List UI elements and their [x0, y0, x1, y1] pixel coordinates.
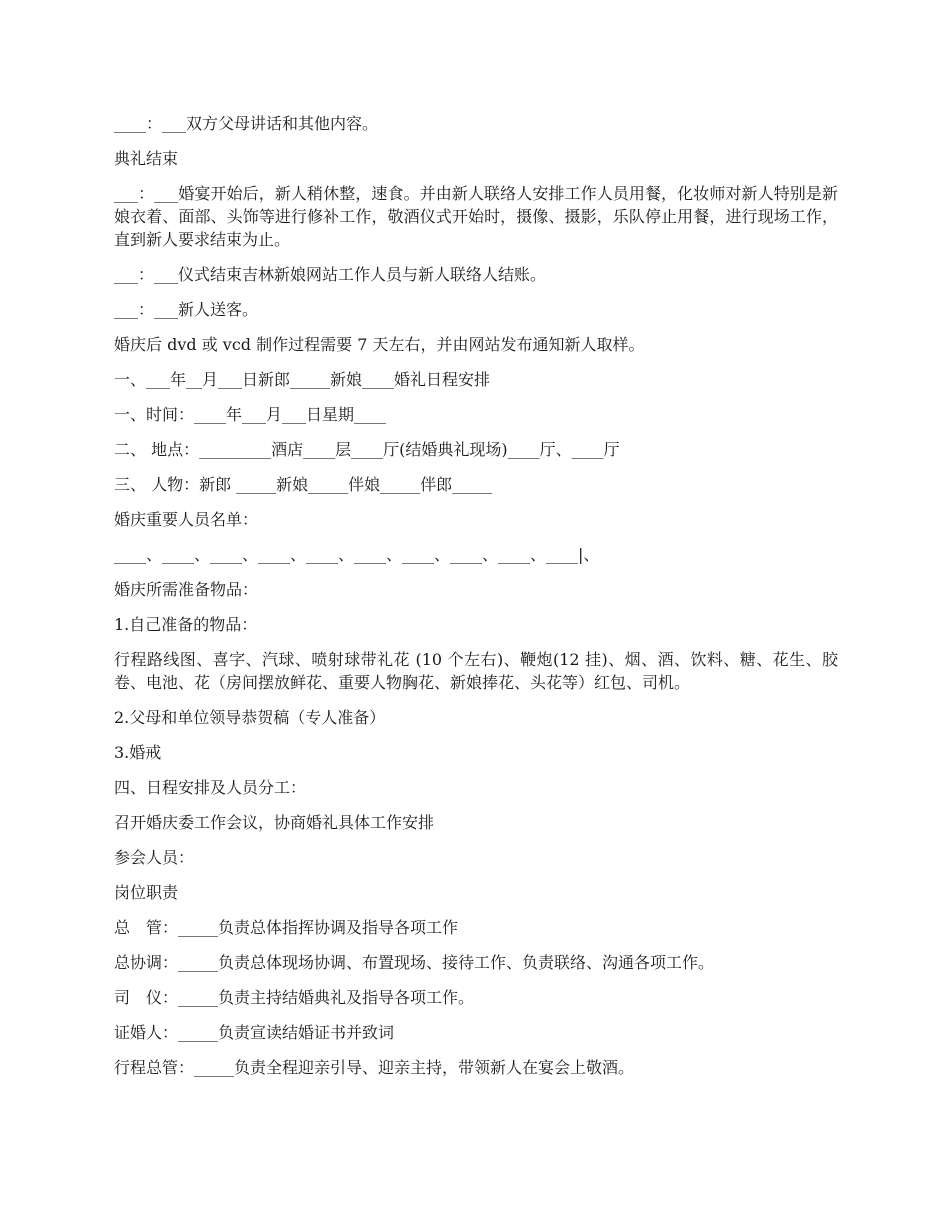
paragraph-general-coordinator: 总协调：_____负责总体现场协调、布置现场、接待工作、负责联络、沟通各项工作。 [114, 953, 715, 972]
paragraph-key-personnel-heading: 婚庆重要人员名单： [114, 510, 259, 529]
section-heading-division-of-labor: 四、日程安排及人员分工： [114, 778, 307, 797]
paragraph-master-of-ceremonies: 司 仪：_____负责主持结婚典礼及指导各项工作。 [114, 988, 475, 1007]
paragraph-general-manager: 总 管：_____负责总体指挥协调及指导各项工作 [114, 918, 459, 937]
section-heading-schedule: 一、___年__月___日新郎_____新娘____婚礼日程安排 [114, 370, 491, 389]
paragraph-parents-speech: ____：___双方父母讲话和其他内容。 [114, 114, 379, 133]
paragraph-people: 三、 人物：新郎 _____新娘_____伴娘_____伴郎_____ [114, 475, 493, 494]
paragraph-time: 一、时间：____年___月___日星期____ [114, 405, 387, 424]
paragraph-own-items-list: 行程路线图、喜字、汽球、喷射球带礼花 (10 个左右)、鞭炮(12 挂)、烟、酒、饮料、糖、花生、胶卷、电池、花（房间摆放鲜花、重要人物胸花、新娘捧花、头花等）红包、司机。 [114, 650, 838, 692]
paragraph-banquet-start: ___：___婚宴开始后，新人稍休整，速食。并由新人联络人安排工作人员用餐，化妆师对新人特别是新娘衣着、面部、头饰等进行修补工作，敬酒仪式开始时，摄像、摄影，乐队停止用餐，进行现场工作，直到新人要求结束为止。 [114, 184, 838, 249]
paragraph-location: 二、 地点：_________酒店____层____厅(结婚典礼现场)____厅、____厅 [114, 440, 620, 459]
paragraph-see-off-guests: ___：___新人送客。 [114, 300, 259, 319]
paragraph-witness: 证婚人：_____负责宣读结婚证书并致词 [114, 1023, 395, 1042]
paragraph-responsibilities-heading: 岗位职责 [114, 883, 179, 902]
paragraph-key-personnel-blanks: ____、____、____、____、____、____、____、____、____、____|、 [114, 545, 600, 564]
paragraph-ceremony-end: 典礼结束 [114, 149, 179, 168]
paragraph-own-items-heading: 1.自己准备的物品： [114, 615, 258, 634]
paragraph-dvd-production: 婚庆后 dvd 或 vcd 制作过程需要 7 天左右，并由网站发布通知新人取样。 [114, 335, 645, 354]
paragraph-itinerary-manager: 行程总管：_____负责全程迎亲引导、迎亲主持，带领新人在宴会上敬酒。 [114, 1058, 635, 1077]
document-page [114, 112, 838, 1091]
paragraph-settlement: ___：___仪式结束吉林新娘网站工作人员与新人联络人结账。 [114, 265, 547, 284]
paragraph-rings: 3.婚戒 [114, 743, 162, 762]
paragraph-items-heading: 婚庆所需准备物品： [114, 580, 259, 599]
paragraph-meeting: 召开婚庆委工作会议，协商婚礼具体工作安排 [114, 813, 435, 832]
paragraph-speech-drafts: 2.父母和单位领导恭贺稿（专人准备） [114, 708, 386, 727]
paragraph-attendees: 参会人员： [114, 848, 195, 867]
